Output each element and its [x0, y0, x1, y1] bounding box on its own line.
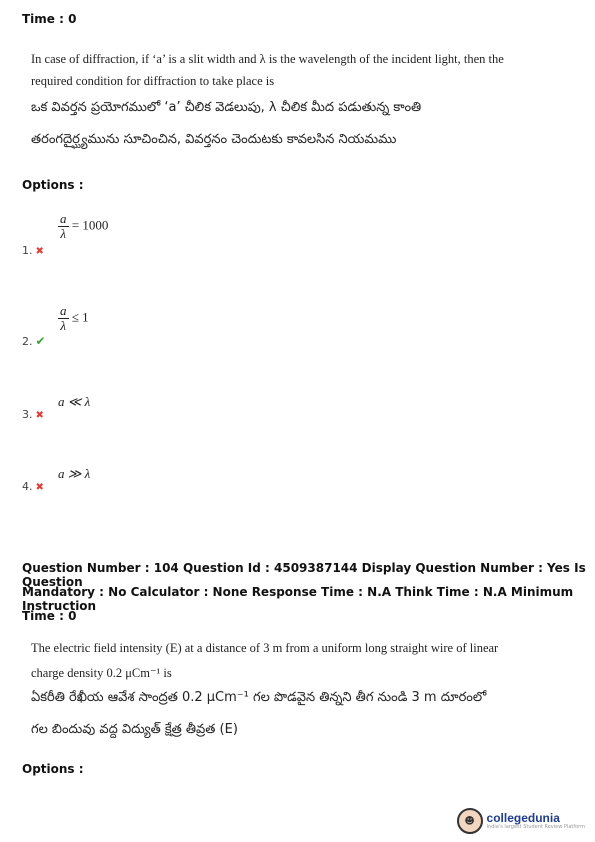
wrong-mark-icon: ✖: [35, 410, 44, 421]
option-4-expression: a ≫ λ: [58, 466, 91, 481]
question-meta-line2: Mandatory : No Calculator : None Response Time : N.A Think Time : N.A Minimum Instruction: [22, 585, 574, 613]
option-1-denominator: λ: [60, 226, 67, 241]
option-1-fraction: [58, 212, 69, 241]
option-3-expression: a ≪ λ: [58, 394, 91, 409]
option-4-label[interactable]: [22, 480, 44, 493]
question-2-text-en-line2: charge density 0.2 μCm⁻¹ is: [31, 666, 172, 680]
option-3-label[interactable]: [22, 408, 44, 421]
option-2-rest: ≤ 1: [71, 309, 89, 325]
time-label-2: Time : 0: [22, 609, 77, 623]
question-text-te-line1: ఒక వివర్తన ప్రయోగములో ‘a’ చీలిక వెడలుపు, λ చీలిక మీద పడుతున్న కాంతి: [31, 100, 422, 115]
option-number: 4.: [22, 480, 33, 493]
brand-tagline: India's largest Student Review Platform: [486, 824, 585, 830]
option-number: 1.: [22, 244, 33, 257]
question-meta-line1: Question Number : 104 Question Id : 4509387144 Display Question Number : Yes Is Question: [22, 561, 586, 589]
option-2-numerator: a: [60, 303, 67, 318]
logo-text: [487, 812, 585, 830]
question-2-text-te-line1: ఏకరీతి రేఖీయ ఆవేశ సాంద్రత 0.2 μCm⁻¹ గల పొడవైన తిన్నని తీగ నుండి 3 m దూరంలో: [31, 690, 487, 705]
options-label: Options :: [22, 178, 84, 192]
option-1-label[interactable]: [22, 244, 44, 257]
question-2-text-te-line2: గల బిందువు వద్ద విద్యుత్ క్షేత్ర తీవ్రత (E): [31, 722, 238, 737]
option-1-expression: [58, 212, 108, 241]
student-mascot-icon: ☻: [457, 808, 483, 834]
wrong-mark-icon: ✖: [35, 246, 44, 257]
option-2-fraction: [58, 304, 69, 333]
option-1-numerator: a: [60, 211, 67, 226]
option-2-label[interactable]: [22, 334, 46, 348]
option-2-expression: [58, 304, 89, 333]
option-1-rest: = 1000: [71, 217, 109, 233]
option-number: 3.: [22, 408, 33, 421]
brand-name: collegedunia: [486, 811, 560, 825]
collegedunia-logo: [457, 808, 585, 834]
question-text-en-line2: required condition for diffraction to take place is: [31, 74, 275, 88]
question-2-text-en-line1: The electric field intensity (E) at a distance of 3 m from a uniform long straight wire of linear: [31, 641, 499, 655]
wrong-mark-icon: ✖: [35, 482, 44, 493]
options-label-2: Options :: [22, 762, 84, 776]
option-2-denominator: λ: [60, 318, 67, 333]
option-number: 2.: [22, 335, 33, 348]
correct-mark-icon: ✔: [35, 334, 46, 348]
question-text-en-line1: In case of diffraction, if ‘a’ is a slit width and λ is the wavelength of the incident light, then the: [31, 52, 504, 66]
time-label: Time : 0: [22, 12, 77, 26]
question-text-te-line2: తరంగదైర్ఘ్యమును సూచించిన, వివర్తనం చెందుటకు కావలసిన నియమము: [31, 132, 397, 147]
